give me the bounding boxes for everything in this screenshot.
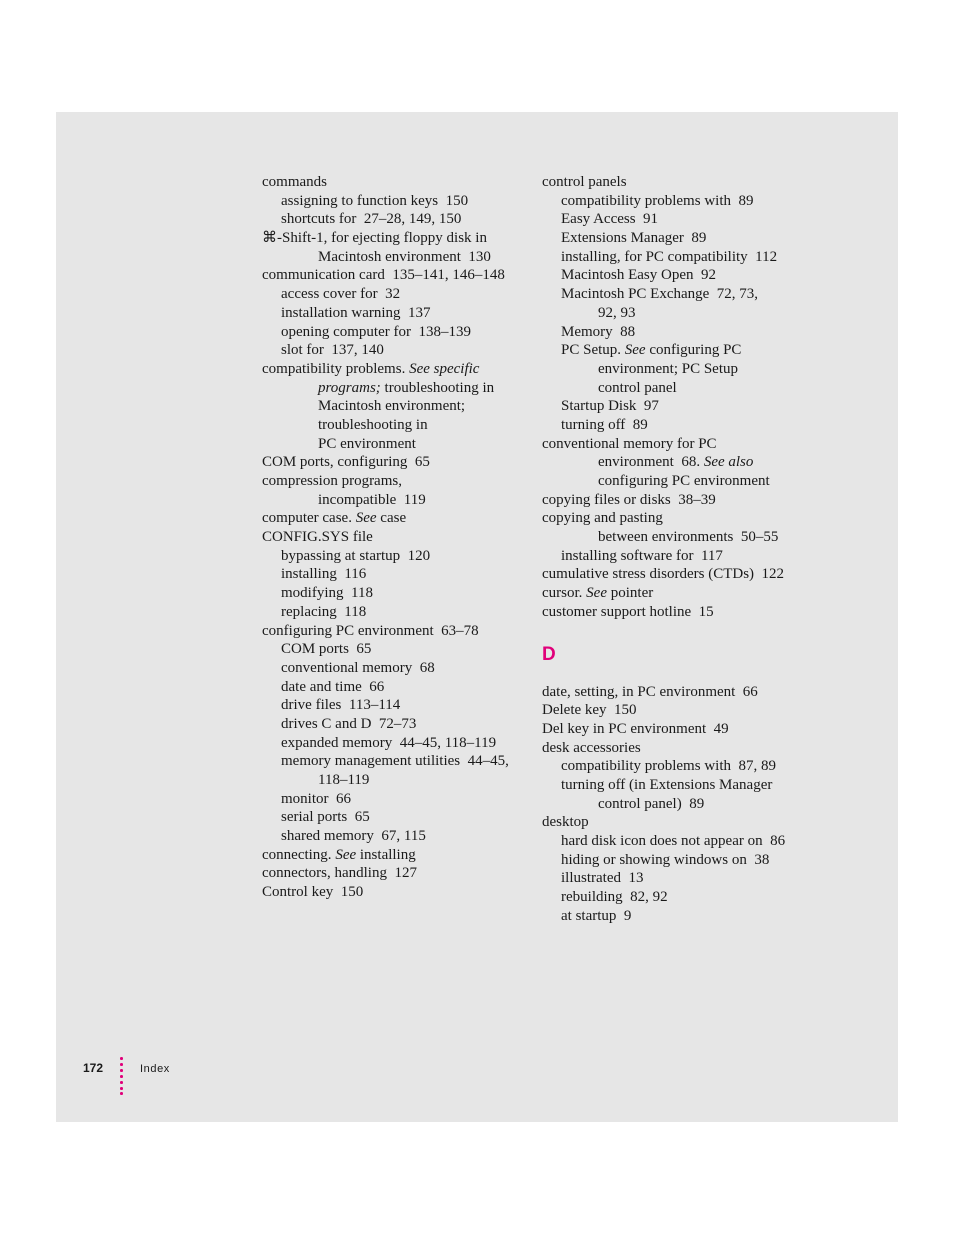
index-entry-text: configuring PC xyxy=(645,342,742,359)
index-entry-text: installing software for 117 xyxy=(561,547,723,564)
index-entry xyxy=(542,739,832,758)
index-entry-text: slot for 137, 140 xyxy=(281,342,384,359)
index-entry xyxy=(262,341,532,360)
index-entry xyxy=(262,827,532,846)
index-entry xyxy=(262,435,532,454)
index-entry-text: troubleshooting in xyxy=(380,379,495,396)
index-entry-italic: See also xyxy=(703,454,754,471)
index-entry-text: configuring PC environment xyxy=(598,473,770,489)
index-entry-text: Memory 88 xyxy=(561,323,636,340)
index-entry-text: opening computer for 138–139 xyxy=(281,323,471,340)
index-entry-italic: See specific xyxy=(409,360,480,377)
index-entry xyxy=(262,622,532,641)
index-entry xyxy=(262,790,532,809)
index-entry xyxy=(542,869,832,888)
index-entry-text: control panels xyxy=(542,174,627,190)
index-entry xyxy=(542,720,832,739)
index-entry xyxy=(542,528,832,547)
index-entry-text: Macintosh environment 130 xyxy=(318,248,491,265)
index-entry-italic: programs; xyxy=(318,379,381,396)
index-entry-text: Del key in PC environment 49 xyxy=(542,720,729,737)
index-entry-text: illustrated 13 xyxy=(561,870,644,887)
index-entry xyxy=(542,603,832,622)
index-entry xyxy=(262,453,532,472)
index-entry-text: conventional memory 68 xyxy=(281,659,435,676)
index-entry xyxy=(542,266,832,285)
index-entry xyxy=(542,416,832,435)
index-entry xyxy=(262,678,532,697)
index-entry-text: connectors, handling 127 xyxy=(262,865,417,882)
index-entry-text: date and time 66 xyxy=(281,678,385,695)
page-number: 172 xyxy=(83,1061,104,1075)
index-entry xyxy=(542,435,832,454)
index-entry-text: cumulative stress disorders (CTDs) 122 xyxy=(542,566,785,583)
index-entry xyxy=(542,757,832,776)
index-entry xyxy=(542,565,832,584)
dotted-divider-icon xyxy=(120,1057,124,1095)
index-entry xyxy=(262,491,532,510)
index-entry-text: installing, for PC compatibility 112 xyxy=(561,248,778,265)
index-entry-text: shared memory 67, 115 xyxy=(281,828,426,845)
index-entry-text: installing xyxy=(356,846,416,863)
index-entry-text: memory management utilities 44–45, xyxy=(281,753,509,770)
index-entry-text: desk accessories xyxy=(542,739,641,756)
index-entry-text: between environments 50–55 xyxy=(598,529,779,546)
index-entry-text: rebuilding 82, 92 xyxy=(561,889,668,906)
index-entry xyxy=(262,416,532,435)
index-entry xyxy=(262,846,532,865)
index-entry xyxy=(262,210,532,229)
index-entry xyxy=(262,528,532,547)
index-entry-text: compatibility problems with 87, 89 xyxy=(561,758,776,775)
index-entry xyxy=(262,715,532,734)
index-entry xyxy=(542,453,832,472)
index-entry xyxy=(542,229,832,248)
index-entry xyxy=(262,323,532,342)
index-entry-text: Control key 150 xyxy=(262,884,364,901)
index-entry-text: environment 68. xyxy=(598,454,704,471)
index-entry xyxy=(542,907,832,926)
index-entry-text: control panel) 89 xyxy=(598,795,705,812)
index-entry xyxy=(542,584,832,603)
index-entry xyxy=(542,851,832,870)
index-entry-text: expanded memory 44–45, 118–119 xyxy=(281,734,497,751)
index-entry xyxy=(262,248,532,267)
index-entry xyxy=(542,173,832,192)
index-entry-text: compatibility problems with 89 xyxy=(561,192,754,209)
index-entry xyxy=(542,323,832,342)
index-entry-text: drives C and D 72–73 xyxy=(281,715,417,732)
index-entry xyxy=(542,832,832,851)
index-entry-text: modifying 118 xyxy=(281,585,373,602)
index-entry-text: desktop xyxy=(542,814,589,831)
index-entry xyxy=(262,771,532,790)
index-entry-text: troubleshooting in xyxy=(318,416,428,433)
index-entry xyxy=(542,341,832,360)
index-entry xyxy=(542,813,832,832)
index-entry xyxy=(262,360,532,379)
index-entry xyxy=(542,210,832,229)
index-entry-text: bypassing at startup 120 xyxy=(281,547,431,564)
index-entry-italic: See xyxy=(355,510,377,527)
index-entry-text: Macintosh PC Exchange 72, 73, xyxy=(561,286,759,303)
index-entry xyxy=(542,509,832,528)
index-entry xyxy=(262,659,532,678)
index-entry xyxy=(542,701,832,720)
index-entry-text: Macintosh Easy Open 92 xyxy=(561,267,716,284)
index-column-left xyxy=(262,173,532,902)
index-entry-text: communication card 135–141, 146–148 xyxy=(262,267,505,284)
index-entry-italic: See xyxy=(624,342,646,359)
index-entry-text: incompatible 119 xyxy=(318,491,426,508)
index-entry xyxy=(542,285,832,304)
index-entry xyxy=(262,379,532,398)
index-entry-text: turning off (in Extensions Manager xyxy=(561,776,773,793)
index-entry-text: installing 116 xyxy=(281,566,367,583)
index-entry-text: hard disk icon does not appear on 86 xyxy=(561,833,786,849)
index-entry xyxy=(262,603,532,622)
index-entry-text: copying and pasting xyxy=(542,510,663,527)
index-entry xyxy=(262,584,532,603)
index-entry xyxy=(262,173,532,192)
index-entry xyxy=(542,776,832,795)
index-entry-text: replacing 118 xyxy=(281,603,367,620)
index-entry-text: Easy Access 91 xyxy=(561,211,659,228)
index-entry xyxy=(542,397,832,416)
index-entry-text: monitor 66 xyxy=(281,790,351,807)
index-entry xyxy=(262,472,532,491)
index-entry xyxy=(262,192,532,211)
index-entry-text: case xyxy=(376,510,407,527)
index-entry xyxy=(542,795,832,814)
index-entry-text: shortcuts for 27–28, 149, 150 xyxy=(281,211,462,228)
index-entry xyxy=(262,565,532,584)
index-entry-text: CONFIG.SYS file xyxy=(262,529,373,546)
index-entry xyxy=(542,304,832,323)
index-entry xyxy=(262,304,532,323)
section-heading: D xyxy=(542,643,556,665)
index-entry xyxy=(262,808,532,827)
index-entry-text: computer case. xyxy=(262,510,356,527)
index-entry-text: ⌘-Shift-1, for ejecting floppy disk in xyxy=(262,230,487,247)
index-entry-text: installation warning 137 xyxy=(281,304,431,321)
index-entry-text: COM ports 65 xyxy=(281,641,372,658)
index-entry-text: Delete key 150 xyxy=(542,702,637,719)
index-entry-text: control panel xyxy=(598,379,677,396)
index-entry xyxy=(262,266,532,285)
index-entry-text: conventional memory for PC xyxy=(542,435,717,452)
index-entry-text: copying files or disks 38–39 xyxy=(542,491,716,508)
section-label: Index xyxy=(140,1063,170,1075)
index-entry xyxy=(262,883,532,902)
index-entry xyxy=(262,734,532,753)
index-entry-italic: See xyxy=(586,585,607,602)
index-entry-text: Macintosh environment; xyxy=(318,398,466,415)
index-entry-text: PC environment xyxy=(318,435,416,452)
index-entry-text: compatibility problems. xyxy=(262,360,410,377)
index-entry-italic: See xyxy=(335,846,357,863)
index-entry xyxy=(262,229,532,248)
index-entry xyxy=(262,397,532,416)
index-entry xyxy=(542,472,832,491)
index-entry-text: drive files 113–114 xyxy=(281,697,401,714)
index-entry-text: 118–119 xyxy=(318,772,370,788)
index-entry xyxy=(262,696,532,715)
index-entry xyxy=(542,379,832,398)
index-entry-text: environment; PC Setup xyxy=(598,360,738,377)
index-entry-text: date, setting, in PC environment 66 xyxy=(542,683,758,700)
index-entry xyxy=(262,547,532,566)
index-entry-text: serial ports 65 xyxy=(281,809,370,826)
index-entry xyxy=(262,752,532,771)
index-entry-text: configuring PC environment 63–78 xyxy=(262,622,479,639)
index-entry-text: Startup Disk 97 xyxy=(561,398,659,415)
index-entry-text: hiding or showing windows on 38 xyxy=(561,851,770,868)
index-entry-text: pointer xyxy=(607,585,654,602)
index-entry-text: customer support hotline 15 xyxy=(542,603,714,620)
index-entry xyxy=(542,547,832,566)
index-entry-text: Extensions Manager 89 xyxy=(561,230,707,247)
index-entry xyxy=(262,509,532,528)
index-entry-text: turning off 89 xyxy=(561,416,648,433)
index-entry xyxy=(262,864,532,883)
index-entry xyxy=(542,491,832,510)
index-entry-text: connecting. xyxy=(262,846,336,863)
index-entry-text: assigning to function keys 150 xyxy=(281,192,469,209)
index-entry-text: access cover for 32 xyxy=(281,286,401,303)
index-entry-text: compression programs, xyxy=(262,473,402,489)
index-entry-text: cursor. xyxy=(542,585,587,602)
index-column-right xyxy=(542,173,832,925)
index-entry xyxy=(542,888,832,907)
index-entry-text: 92, 93 xyxy=(598,304,636,321)
index-entry xyxy=(262,640,532,659)
index-entry-text: COM ports, configuring 65 xyxy=(262,454,430,471)
index-entry-text: at startup 9 xyxy=(561,907,632,924)
index-entry xyxy=(542,360,832,379)
index-entry xyxy=(542,683,832,702)
index-entry xyxy=(542,192,832,211)
index-entry xyxy=(262,285,532,304)
index-entry-text: PC Setup. xyxy=(561,342,625,359)
index-entry xyxy=(542,248,832,267)
index-entry-text: commands xyxy=(262,174,327,190)
